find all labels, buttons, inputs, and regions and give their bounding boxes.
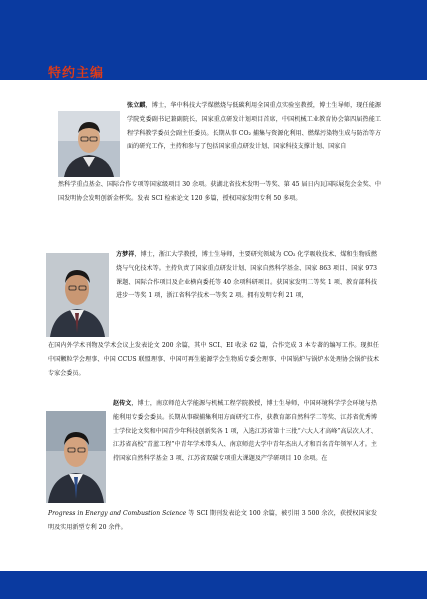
- editor-photo-3: [46, 411, 106, 503]
- editor-name-2: 方梦祥: [116, 251, 135, 258]
- portrait-image-2: [46, 253, 109, 337]
- editor-bio-3-bottom: Progress in Energy and Combustion Science 等 SCI 期刊发表论文 100 余篇，被引用 3 500 余次，获授权国家发明及实用新型专利 20 余件。: [48, 510, 377, 531]
- editor-name-1: 张立麒: [127, 102, 146, 109]
- portrait-image-1: [58, 111, 120, 177]
- editor-bio-2-bottom: 在国内外学术刊物及学术会议上发表论文 200 余篇，其中 SCI、EI 收录 62 篇，合作完成 3 本专著的编写工作。现担任中国颗粒学会理事、中国 CCUS 联盟理事、中国可再生能源学会生物质专委会理事、中国锅炉与锅炉水处理协会锅炉技术专家会委员。: [48, 342, 379, 377]
- section-title: 特约主编: [48, 66, 105, 81]
- editor-photo-1: [58, 111, 120, 177]
- editor-bio-3-top: 赵传文，博士，南京师范大学能源与机械工程学院教授，博士生导师，中国环境科学学会环境与热能利用专委会委员。长期从事碳捕集利用方面研究工作，获教育部自然科学二等奖、江苏省优秀博士学位论文奖和中国青少年科技创新奖各 1 项，入选江苏省第十三批“六大人才高峰”高层次人才、江苏省高校“青蓝工程”中青年学术带头人、南京师范大学中青年杰出人才和百名青年领军人才。主持国家自然科学基金 3 项、江苏省双碳专项重大课题及产学研项目 10 余项。在: [113, 400, 377, 463]
- footer-band: [0, 571, 427, 599]
- editor-bio-2-top: 方梦祥，博士，浙江大学教授，博士生导师，主要研究领域为 CO₂ 化学吸收技术、煤和生物质燃烧与气化技术等。主持负责了国家重点研发计划、国家自然科学基金、国家 863 项目、国家 973 课题、国际合作项目及企业横向委托等 40 余项科研项目。获国家发明二等奖 1 项、教育部科技进步一等奖 1 项，浙江省科学技术一等奖 2 项。拥有发明专利 21 项，: [116, 251, 377, 300]
- editor-name-3: 赵传文: [113, 400, 132, 407]
- editor-photo-2: [46, 253, 109, 337]
- portrait-image-3: [46, 411, 106, 503]
- editor-bio-1-top: 张立麒，博士，华中科技大学煤燃烧与低碳利用全国重点实验室教授，博士生导师，现任能源学院党委副书记兼副院长，国家重点研发计划项目首席，中国机械工业教育协会第四届热能工程学科教学委员会副主任委员。长期从事 CO₂ 捕集与资源化利用、燃煤污染物生成与防治等方面的研究工作，主持和参与了包括国家重点研发计划、国家科技支撑计划、国家自: [127, 102, 382, 151]
- journal-name: Progress in Energy and Combustion Science: [48, 510, 187, 517]
- editor-bio-1-bottom: 然科学重点基金、国际合作专项等国家级项目 30 余项。获湖北省技术发明一等奖、第 45 届日内瓦国际展览会金奖、中国发明协会发明创新金杯奖。发表 SCI 检索论文 120 多篇，授权国家发明专利 50 多项。: [58, 181, 381, 202]
